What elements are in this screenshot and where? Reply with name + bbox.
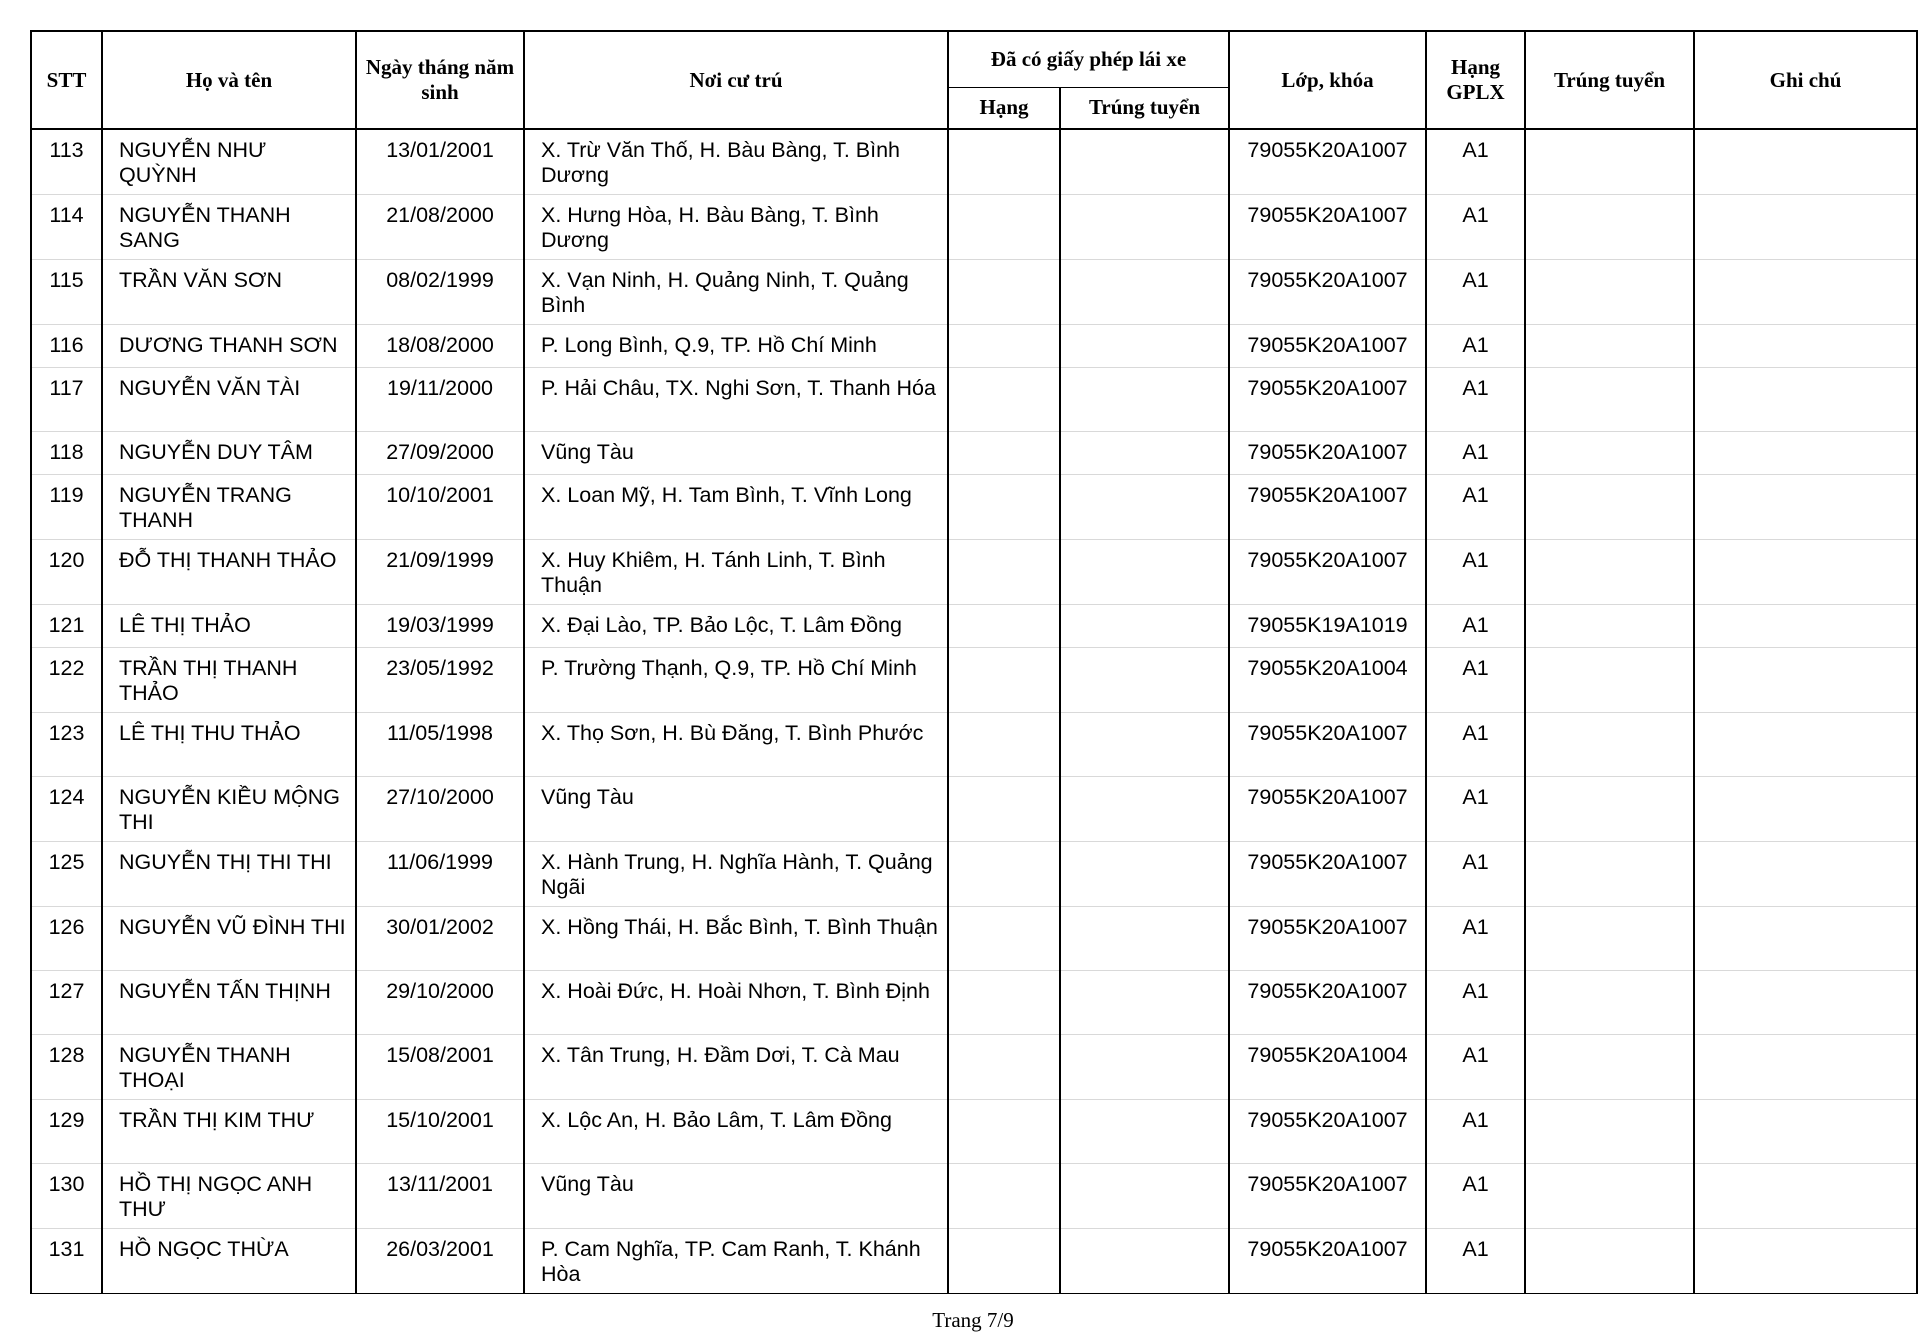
cell-license-class — [948, 325, 1060, 368]
cell-gplx-class: A1 — [1426, 195, 1525, 260]
cell-name: NGUYỄN KIỀU MỘNG THI — [102, 777, 356, 842]
cell-note — [1694, 540, 1917, 605]
cell-gplx-class: A1 — [1426, 325, 1525, 368]
cell-name: TRẦN THỊ KIM THƯ — [102, 1100, 356, 1164]
cell-dob: 21/09/1999 — [356, 540, 524, 605]
cell-note — [1694, 842, 1917, 907]
cell-residence: X. Thọ Sơn, H. Bù Đăng, T. Bình Phước — [524, 713, 948, 777]
cell-license-passed — [1060, 605, 1229, 648]
header-residence: Nơi cư trú — [524, 31, 948, 129]
cell-gplx-class: A1 — [1426, 432, 1525, 475]
cell-residence: P. Trường Thạnh, Q.9, TP. Hồ Chí Minh — [524, 648, 948, 713]
cell-license-passed — [1060, 368, 1229, 432]
cell-name: NGUYỄN DUY TÂM — [102, 432, 356, 475]
cell-gplx-class: A1 — [1426, 842, 1525, 907]
cell-gplx-class: A1 — [1426, 713, 1525, 777]
cell-license-passed — [1060, 971, 1229, 1035]
cell-residence: X. Hưng Hòa, H. Bàu Bàng, T. Bình Dương — [524, 195, 948, 260]
cell-license-class — [948, 648, 1060, 713]
cell-license-passed — [1060, 777, 1229, 842]
cell-gplx-class: A1 — [1426, 1100, 1525, 1164]
table-row — [31, 605, 1917, 648]
cell-stt: 125 — [31, 842, 102, 907]
cell-license-class — [948, 540, 1060, 605]
cell-passed — [1525, 195, 1694, 260]
cell-license-class — [948, 1035, 1060, 1100]
cell-note — [1694, 907, 1917, 971]
cell-gplx-class: A1 — [1426, 1035, 1525, 1100]
cell-gplx-class: A1 — [1426, 1164, 1525, 1229]
cell-gplx-class: A1 — [1426, 368, 1525, 432]
cell-license-passed — [1060, 1164, 1229, 1229]
cell-note — [1694, 1164, 1917, 1229]
cell-passed — [1525, 907, 1694, 971]
cell-residence: X. Đại Lào, TP. Bảo Lộc, T. Lâm Đồng — [524, 605, 948, 648]
cell-dob: 08/02/1999 — [356, 260, 524, 325]
cell-passed — [1525, 325, 1694, 368]
header-passed: Trúng tuyển — [1525, 31, 1694, 129]
cell-name: HỒ NGỌC THỪA — [102, 1229, 356, 1294]
table-row — [31, 648, 1917, 713]
cell-class-course: 79055K20A1007 — [1229, 1164, 1426, 1229]
cell-gplx-class: A1 — [1426, 475, 1525, 540]
cell-class-course: 79055K20A1007 — [1229, 842, 1426, 907]
cell-name: NGUYỄN TRANG THANH — [102, 475, 356, 540]
cell-dob: 11/06/1999 — [356, 842, 524, 907]
cell-residence: P. Hải Châu, TX. Nghi Sơn, T. Thanh Hóa — [524, 368, 948, 432]
cell-residence: X. Huy Khiêm, H. Tánh Linh, T. Bình Thuận — [524, 540, 948, 605]
cell-name: NGUYỄN VŨ ĐÌNH THI — [102, 907, 356, 971]
cell-gplx-class: A1 — [1426, 1229, 1525, 1294]
cell-license-class — [948, 971, 1060, 1035]
cell-note — [1694, 432, 1917, 475]
cell-passed — [1525, 777, 1694, 842]
cell-license-class — [948, 475, 1060, 540]
cell-name: NGUYỄN THANH THOẠI — [102, 1035, 356, 1100]
cell-name: NGUYỄN VĂN TÀI — [102, 368, 356, 432]
table-row — [31, 907, 1917, 971]
header-license-group: Đã có giấy phép lái xe — [948, 31, 1229, 87]
cell-residence: Vũng Tàu — [524, 432, 948, 475]
cell-dob: 10/10/2001 — [356, 475, 524, 540]
cell-dob: 15/10/2001 — [356, 1100, 524, 1164]
table-row — [31, 195, 1917, 260]
cell-name: HỒ THỊ NGỌC ANH THƯ — [102, 1164, 356, 1229]
cell-stt: 118 — [31, 432, 102, 475]
student-roster-table — [30, 30, 1918, 1294]
cell-license-passed — [1060, 129, 1229, 195]
cell-stt: 119 — [31, 475, 102, 540]
cell-stt: 120 — [31, 540, 102, 605]
cell-gplx-class: A1 — [1426, 777, 1525, 842]
header-dob: Ngày tháng năm sinh — [356, 31, 524, 129]
cell-class-course: 79055K20A1007 — [1229, 325, 1426, 368]
cell-license-passed — [1060, 540, 1229, 605]
cell-dob: 11/05/1998 — [356, 713, 524, 777]
cell-passed — [1525, 475, 1694, 540]
cell-dob: 19/11/2000 — [356, 368, 524, 432]
cell-license-class — [948, 432, 1060, 475]
cell-passed — [1525, 605, 1694, 648]
cell-name: TRẦN THỊ THANH THẢO — [102, 648, 356, 713]
cell-license-passed — [1060, 1035, 1229, 1100]
cell-license-passed — [1060, 432, 1229, 475]
cell-name: NGUYỄN TẤN THỊNH — [102, 971, 356, 1035]
cell-passed — [1525, 1164, 1694, 1229]
cell-dob: 27/10/2000 — [356, 777, 524, 842]
cell-license-passed — [1060, 1100, 1229, 1164]
cell-gplx-class: A1 — [1426, 260, 1525, 325]
cell-class-course: 79055K20A1007 — [1229, 777, 1426, 842]
header-license-passed: Trúng tuyển — [1060, 87, 1229, 129]
cell-passed — [1525, 1035, 1694, 1100]
table-row — [31, 325, 1917, 368]
cell-stt: 126 — [31, 907, 102, 971]
cell-dob: 21/08/2000 — [356, 195, 524, 260]
cell-license-passed — [1060, 1229, 1229, 1294]
cell-dob: 30/01/2002 — [356, 907, 524, 971]
cell-note — [1694, 713, 1917, 777]
cell-license-class — [948, 713, 1060, 777]
cell-license-class — [948, 907, 1060, 971]
cell-passed — [1525, 1229, 1694, 1294]
cell-passed — [1525, 432, 1694, 475]
cell-name: ĐỖ THỊ THANH THẢO — [102, 540, 356, 605]
cell-dob: 13/01/2001 — [356, 129, 524, 195]
cell-dob: 19/03/1999 — [356, 605, 524, 648]
cell-stt: 127 — [31, 971, 102, 1035]
cell-gplx-class: A1 — [1426, 540, 1525, 605]
cell-license-passed — [1060, 842, 1229, 907]
cell-passed — [1525, 129, 1694, 195]
cell-license-passed — [1060, 325, 1229, 368]
cell-gplx-class: A1 — [1426, 129, 1525, 195]
table-row — [31, 971, 1917, 1035]
cell-stt: 117 — [31, 368, 102, 432]
cell-stt: 113 — [31, 129, 102, 195]
cell-residence: P. Long Bình, Q.9, TP. Hồ Chí Minh — [524, 325, 948, 368]
cell-stt: 123 — [31, 713, 102, 777]
cell-license-class — [948, 368, 1060, 432]
table-row — [31, 129, 1917, 195]
cell-passed — [1525, 1100, 1694, 1164]
cell-dob: 15/08/2001 — [356, 1035, 524, 1100]
cell-stt: 128 — [31, 1035, 102, 1100]
cell-license-class — [948, 129, 1060, 195]
cell-passed — [1525, 368, 1694, 432]
cell-license-class — [948, 195, 1060, 260]
cell-stt: 115 — [31, 260, 102, 325]
cell-note — [1694, 195, 1917, 260]
cell-license-passed — [1060, 475, 1229, 540]
cell-dob: 23/05/1992 — [356, 648, 524, 713]
cell-note — [1694, 777, 1917, 842]
cell-stt: 122 — [31, 648, 102, 713]
table-header — [31, 31, 1917, 129]
page-number: Trang 7/9 — [932, 1308, 1014, 1332]
cell-class-course: 79055K19A1019 — [1229, 605, 1426, 648]
cell-residence: X. Loan Mỹ, H. Tam Bình, T. Vĩnh Long — [524, 475, 948, 540]
cell-passed — [1525, 971, 1694, 1035]
cell-name: LÊ THỊ THU THẢO — [102, 713, 356, 777]
cell-class-course: 79055K20A1007 — [1229, 1100, 1426, 1164]
cell-residence: X. Vạn Ninh, H. Quảng Ninh, T. Quảng Bình — [524, 260, 948, 325]
header-gplx-class: Hạng GPLX — [1426, 31, 1525, 129]
cell-class-course: 79055K20A1007 — [1229, 1229, 1426, 1294]
cell-residence: Vũng Tàu — [524, 777, 948, 842]
header-license-class: Hạng — [948, 87, 1060, 129]
cell-class-course: 79055K20A1007 — [1229, 540, 1426, 605]
cell-passed — [1525, 648, 1694, 713]
table-row — [31, 432, 1917, 475]
cell-residence: P. Cam Nghĩa, TP. Cam Ranh, T. Khánh Hòa — [524, 1229, 948, 1294]
cell-license-class — [948, 842, 1060, 907]
cell-residence: X. Tân Trung, H. Đầm Dơi, T. Cà Mau — [524, 1035, 948, 1100]
cell-name: DƯƠNG THANH SƠN — [102, 325, 356, 368]
cell-license-passed — [1060, 195, 1229, 260]
cell-note — [1694, 1035, 1917, 1100]
header-full-name: Họ và tên — [102, 31, 356, 129]
cell-stt: 130 — [31, 1164, 102, 1229]
cell-class-course: 79055K20A1007 — [1229, 260, 1426, 325]
cell-class-course: 79055K20A1007 — [1229, 971, 1426, 1035]
table-row — [31, 1229, 1917, 1294]
cell-passed — [1525, 713, 1694, 777]
table-row — [31, 1035, 1917, 1100]
table-row — [31, 842, 1917, 907]
cell-dob: 26/03/2001 — [356, 1229, 524, 1294]
cell-residence: X. Trừ Văn Thố, H. Bàu Bàng, T. Bình Dương — [524, 129, 948, 195]
cell-license-class — [948, 260, 1060, 325]
cell-note — [1694, 368, 1917, 432]
cell-note — [1694, 1100, 1917, 1164]
table-row — [31, 777, 1917, 842]
table-row — [31, 475, 1917, 540]
header-class-course: Lớp, khóa — [1229, 31, 1426, 129]
cell-license-class — [948, 1229, 1060, 1294]
cell-license-passed — [1060, 260, 1229, 325]
cell-residence: X. Hoài Đức, H. Hoài Nhơn, T. Bình Định — [524, 971, 948, 1035]
cell-residence: X. Lộc An, H. Bảo Lâm, T. Lâm Đồng — [524, 1100, 948, 1164]
cell-class-course: 79055K20A1007 — [1229, 195, 1426, 260]
cell-dob: 13/11/2001 — [356, 1164, 524, 1229]
cell-note — [1694, 325, 1917, 368]
cell-class-course: 79055K20A1007 — [1229, 129, 1426, 195]
cell-gplx-class: A1 — [1426, 605, 1525, 648]
cell-passed — [1525, 842, 1694, 907]
cell-name: NGUYỄN NHƯ QUỲNH — [102, 129, 356, 195]
cell-stt: 116 — [31, 325, 102, 368]
cell-stt: 121 — [31, 605, 102, 648]
cell-dob: 18/08/2000 — [356, 325, 524, 368]
cell-passed — [1525, 540, 1694, 605]
cell-name: NGUYỄN THỊ THI THI — [102, 842, 356, 907]
cell-residence: X. Hồng Thái, H. Bắc Bình, T. Bình Thuận — [524, 907, 948, 971]
cell-stt: 131 — [31, 1229, 102, 1294]
cell-class-course: 79055K20A1004 — [1229, 1035, 1426, 1100]
cell-note — [1694, 129, 1917, 195]
table-row — [31, 540, 1917, 605]
cell-license-passed — [1060, 713, 1229, 777]
cell-stt: 129 — [31, 1100, 102, 1164]
cell-residence: Vũng Tàu — [524, 1164, 948, 1229]
cell-class-course: 79055K20A1007 — [1229, 907, 1426, 971]
cell-dob: 27/09/2000 — [356, 432, 524, 475]
cell-class-course: 79055K20A1007 — [1229, 475, 1426, 540]
cell-note — [1694, 605, 1917, 648]
cell-stt: 124 — [31, 777, 102, 842]
cell-class-course: 79055K20A1004 — [1229, 648, 1426, 713]
header-note: Ghi chú — [1694, 31, 1917, 129]
table-row — [31, 260, 1917, 325]
table-row — [31, 713, 1917, 777]
cell-gplx-class: A1 — [1426, 971, 1525, 1035]
cell-note — [1694, 260, 1917, 325]
cell-license-class — [948, 777, 1060, 842]
cell-dob: 29/10/2000 — [356, 971, 524, 1035]
header-stt: STT — [31, 31, 102, 129]
cell-class-course: 79055K20A1007 — [1229, 432, 1426, 475]
cell-residence: X. Hành Trung, H. Nghĩa Hành, T. Quảng Ngãi — [524, 842, 948, 907]
cell-note — [1694, 475, 1917, 540]
cell-gplx-class: A1 — [1426, 648, 1525, 713]
table-row — [31, 368, 1917, 432]
cell-class-course: 79055K20A1007 — [1229, 713, 1426, 777]
cell-name: TRẦN VĂN SƠN — [102, 260, 356, 325]
cell-license-class — [948, 605, 1060, 648]
cell-note — [1694, 971, 1917, 1035]
cell-note — [1694, 648, 1917, 713]
cell-license-class — [948, 1100, 1060, 1164]
cell-name: LÊ THỊ THẢO — [102, 605, 356, 648]
cell-gplx-class: A1 — [1426, 907, 1525, 971]
cell-passed — [1525, 260, 1694, 325]
cell-note — [1694, 1229, 1917, 1294]
table-row — [31, 1100, 1917, 1164]
cell-stt: 114 — [31, 195, 102, 260]
table-row — [31, 1164, 1917, 1229]
cell-license-class — [948, 1164, 1060, 1229]
cell-license-passed — [1060, 907, 1229, 971]
cell-name: NGUYỄN THANH SANG — [102, 195, 356, 260]
cell-license-passed — [1060, 648, 1229, 713]
cell-class-course: 79055K20A1007 — [1229, 368, 1426, 432]
table-body — [31, 129, 1917, 1294]
